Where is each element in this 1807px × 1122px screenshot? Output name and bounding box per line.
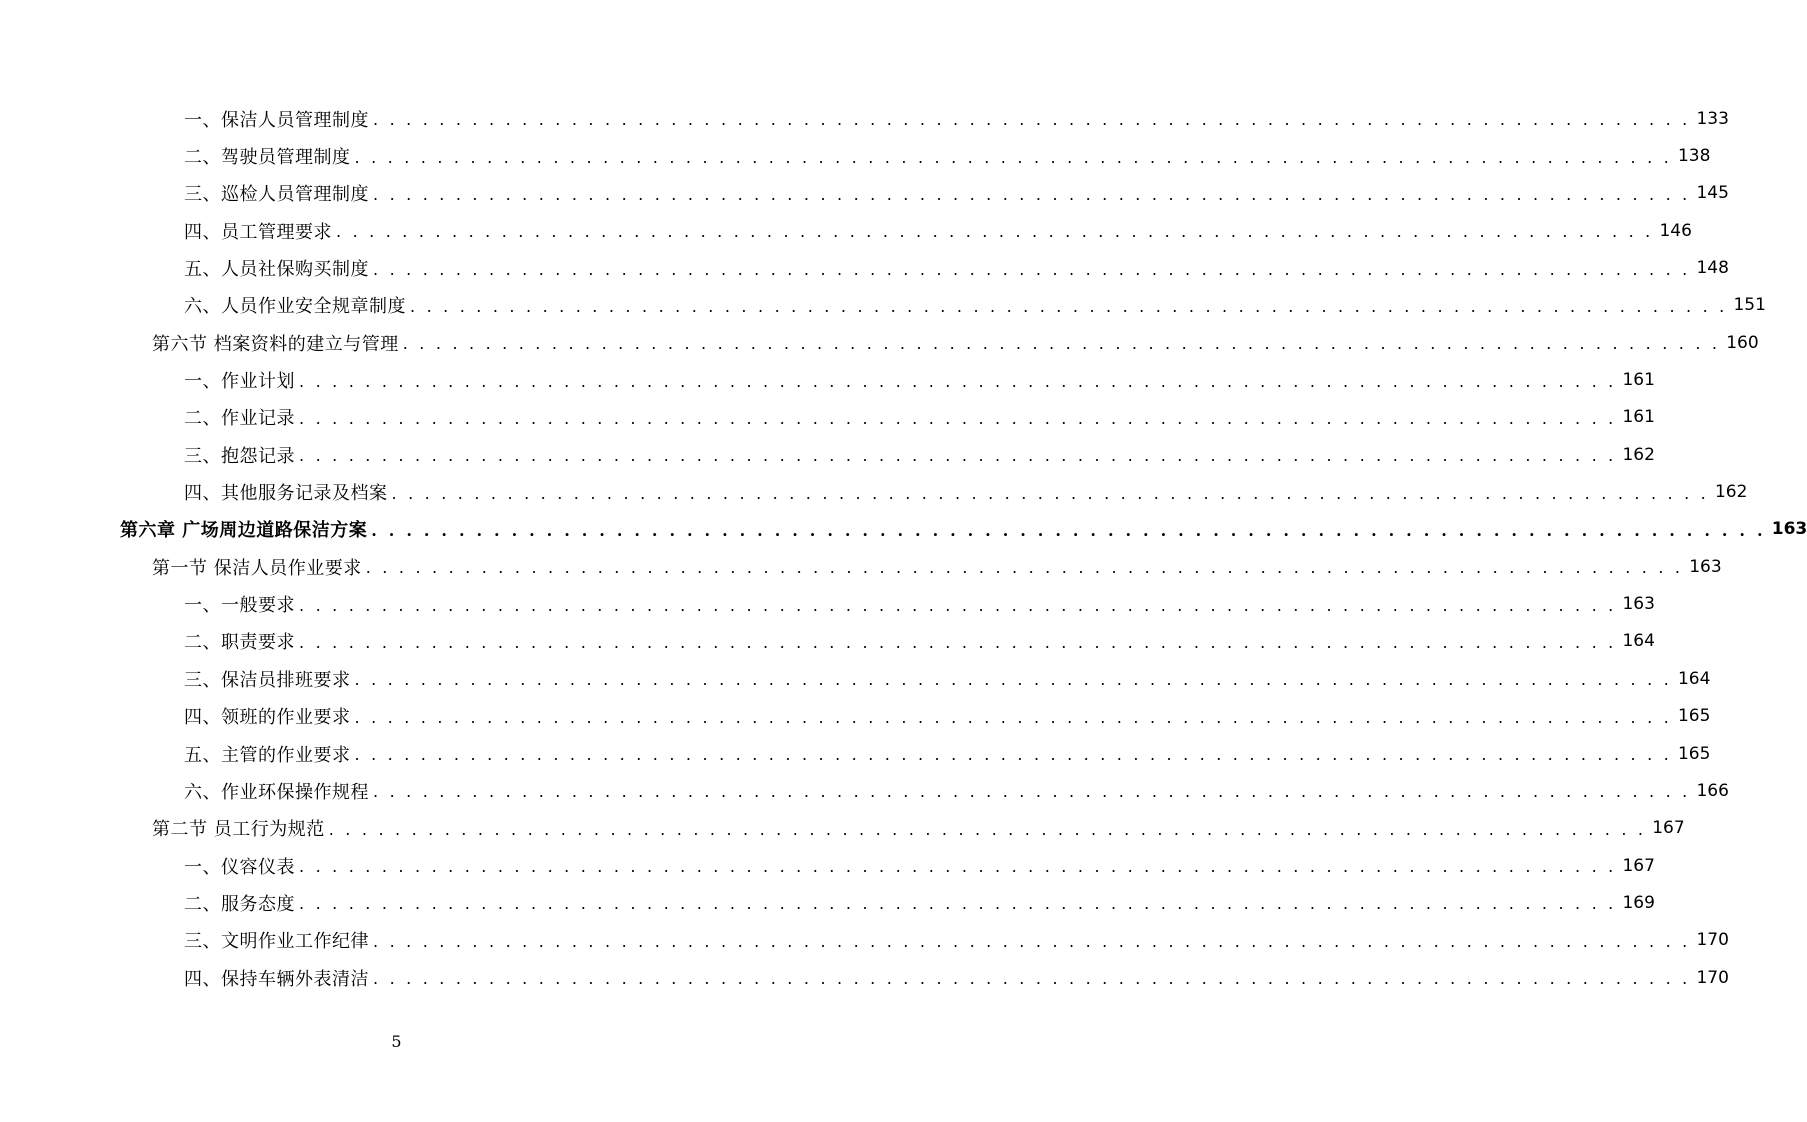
toc-entry-title: 六、人员作业安全规章制度 <box>184 296 406 318</box>
toc-entry-title: 一、仪容仪表 <box>184 856 295 878</box>
toc-chapter-entry[interactable] <box>0 511 1807 548</box>
toc-item-entry[interactable] <box>0 287 1766 324</box>
toc-item-entry[interactable] <box>0 660 1711 697</box>
toc-entry-page-number: 145 <box>1696 183 1729 204</box>
toc-dot-leader: . . . . . . . . . . . . . . . . . . . . . . . . . . . . . . . . . . . . . . . . . . . . . . . . . . . . . . . . . . . . . . . . . . . . . . . . . . . . . . . . <box>371 520 1766 540</box>
toc-entry-page-number: 164 <box>1677 668 1711 689</box>
toc-entry-title: 三、保洁员排班要求 <box>184 669 351 691</box>
toc-entry-page-number: 162 <box>1714 482 1748 503</box>
toc-dot-leader: . . . . . . . . . . . . . . . . . . . . . . . . . . . . . . . . . . . . . . . . . . . . . . . . . . . . . . . . . . . . . . . . . . . . . . . . . . . . . . . . <box>391 483 1709 503</box>
toc-dot-leader: . . . . . . . . . . . . . . . . . . . . . . . . . . . . . . . . . . . . . . . . . . . . . . . . . . . . . . . . . . . . . . . . . . . . . . . . . . . . . . . . <box>373 969 1691 989</box>
toc-entry-page-number: 161 <box>1622 407 1655 428</box>
toc-entry-page-number: 138 <box>1677 146 1711 167</box>
toc-entry-title: 四、其他服务记录及档案 <box>184 483 388 505</box>
toc-dot-leader: . . . . . . . . . . . . . . . . . . . . . . . . . . . . . . . . . . . . . . . . . . . . . . . . . . . . . . . . . . . . . . . . . . . . . . . . . . . . . . . . <box>410 296 1728 316</box>
toc-entry-title: 一、保洁人员管理制度 <box>184 109 369 131</box>
toc-entry-title: 第六章 广场周边道路保洁方案 <box>120 520 368 542</box>
toc-entry-page-number: 163 <box>1689 556 1722 577</box>
toc-dot-leader: . . . . . . . . . . . . . . . . . . . . . . . . . . . . . . . . . . . . . . . . . . . . . . . . . . . . . . . . . . . . . . . . . . . . . . . . . . . . . . . . <box>373 259 1691 279</box>
toc-entry-title: 一、作业计划 <box>184 371 295 393</box>
toc-entry-title: 三、巡检人员管理制度 <box>184 184 369 206</box>
toc-dot-leader: . . . . . . . . . . . . . . . . . . . . . . . . . . . . . . . . . . . . . . . . . . . . . . . . . . . . . . . . . . . . . . . . . . . . . . . . . . . . . . . . <box>373 184 1691 204</box>
toc-entry-page-number: 165 <box>1677 706 1711 727</box>
toc-dot-leader: . . . . . . . . . . . . . . . . . . . . . . . . . . . . . . . . . . . . . . . . . . . . . . . . . . . . . . . . . . . . . . . . . . . . . . . . . . . . . . . . <box>373 931 1691 951</box>
toc-entry-page-number: 151 <box>1733 295 1766 316</box>
page-number: 5 <box>391 1032 402 1051</box>
toc-item-entry[interactable] <box>0 847 1655 884</box>
toc-entry-title: 三、抱怨记录 <box>184 445 295 467</box>
toc-entry-page-number: 133 <box>1696 108 1729 129</box>
toc-item-entry[interactable] <box>0 698 1711 735</box>
toc-dot-leader: . . . . . . . . . . . . . . . . . . . . . . . . . . . . . . . . . . . . . . . . . . . . . . . . . . . . . . . . . . . . . . . . . . . . . . . . . . . . . . . . <box>373 110 1691 130</box>
toc-entry-title: 五、人员社保购买制度 <box>184 259 369 281</box>
toc-entry-title: 二、驾驶员管理制度 <box>184 147 351 169</box>
toc-dot-leader: . . . . . . . . . . . . . . . . . . . . . . . . . . . . . . . . . . . . . . . . . . . . . . . . . . . . . . . . . . . . . . . . . . . . . . . . . . . . . . . . <box>299 371 1617 391</box>
toc-item-entry[interactable] <box>0 137 1711 174</box>
toc-entry-title: 二、职责要求 <box>184 632 295 654</box>
toc-section-entry[interactable] <box>0 324 1759 361</box>
toc-entry-page-number: 169 <box>1622 892 1655 913</box>
toc-entry-page-number: 162 <box>1622 444 1655 465</box>
toc-entry-page-number: 170 <box>1696 930 1729 951</box>
toc-entry-page-number: 163 <box>1771 519 1807 540</box>
toc-entry-page-number: 161 <box>1622 370 1655 391</box>
toc-item-entry[interactable] <box>0 175 1729 212</box>
toc-entry-title: 二、服务态度 <box>184 893 295 915</box>
toc-section-entry[interactable] <box>0 548 1722 585</box>
toc-entry-page-number: 167 <box>1622 855 1655 876</box>
toc-entry-title: 四、领班的作业要求 <box>184 707 351 729</box>
toc-entry-page-number: 164 <box>1622 631 1655 652</box>
toc-item-entry[interactable] <box>0 922 1729 959</box>
toc-section-entry[interactable] <box>0 810 1685 847</box>
toc-dot-leader: . . . . . . . . . . . . . . . . . . . . . . . . . . . . . . . . . . . . . . . . . . . . . . . . . . . . . . . . . . . . . . . . . . . . . . . . . . . . . . . . <box>354 147 1672 167</box>
toc-dot-leader: . . . . . . . . . . . . . . . . . . . . . . . . . . . . . . . . . . . . . . . . . . . . . . . . . . . . . . . . . . . . . . . . . . . . . . . . . . . . . . . . <box>336 222 1654 242</box>
toc-entry-title: 第一节 保洁人员作业要求 <box>152 557 362 579</box>
toc-dot-leader: . . . . . . . . . . . . . . . . . . . . . . . . . . . . . . . . . . . . . . . . . . . . . . . . . . . . . . . . . . . . . . . . . . . . . . . . . . . . . . . . <box>299 446 1617 466</box>
toc-item-entry[interactable] <box>0 735 1711 772</box>
toc-entry-page-number: 170 <box>1696 967 1729 988</box>
toc-entry-title: 四、保持车辆外表清洁 <box>184 968 369 990</box>
toc-dot-leader: . . . . . . . . . . . . . . . . . . . . . . . . . . . . . . . . . . . . . . . . . . . . . . . . . . . . . . . . . . . . . . . . . . . . . . . . . . . . . . . . <box>354 707 1672 727</box>
toc-dot-leader: . . . . . . . . . . . . . . . . . . . . . . . . . . . . . . . . . . . . . . . . . . . . . . . . . . . . . . . . . . . . . . . . . . . . . . . . . . . . . . . . <box>328 819 1647 839</box>
toc-entry-page-number: 160 <box>1726 332 1759 353</box>
toc-entry-title: 第六节 档案资料的建立与管理 <box>152 333 399 355</box>
toc-item-entry[interactable] <box>0 399 1655 436</box>
toc-item-entry[interactable] <box>0 100 1729 137</box>
toc-dot-leader: . . . . . . . . . . . . . . . . . . . . . . . . . . . . . . . . . . . . . . . . . . . . . . . . . . . . . . . . . . . . . . . . . . . . . . . . . . . . . . . . <box>299 894 1617 914</box>
toc-entry-page-number: 165 <box>1677 743 1711 764</box>
toc-dot-leader: . . . . . . . . . . . . . . . . . . . . . . . . . . . . . . . . . . . . . . . . . . . . . . . . . . . . . . . . . . . . . . . . . . . . . . . . . . . . . . . . <box>299 595 1617 615</box>
toc-entry-title: 四、员工管理要求 <box>184 221 332 243</box>
toc-entry-title: 三、文明作业工作纪律 <box>184 931 369 953</box>
toc-entry-page-number: 167 <box>1652 818 1685 839</box>
toc-item-entry[interactable] <box>0 623 1655 660</box>
toc-entry-title: 第二节 员工行为规范 <box>152 819 325 841</box>
toc-entry-title: 六、作业环保操作规程 <box>184 781 369 803</box>
table-of-contents <box>0 100 1807 996</box>
toc-entry-page-number: 148 <box>1696 258 1729 279</box>
toc-item-entry[interactable] <box>0 249 1729 286</box>
toc-item-entry[interactable] <box>0 772 1729 809</box>
toc-entry-title: 二、作业记录 <box>184 408 295 430</box>
toc-dot-leader: . . . . . . . . . . . . . . . . . . . . . . . . . . . . . . . . . . . . . . . . . . . . . . . . . . . . . . . . . . . . . . . . . . . . . . . . . . . . . . . . <box>354 670 1672 690</box>
toc-entry-title: 五、主管的作业要求 <box>184 744 351 766</box>
toc-item-entry[interactable] <box>0 585 1655 622</box>
toc-entry-page-number: 166 <box>1696 780 1729 801</box>
toc-item-entry[interactable] <box>0 361 1655 398</box>
toc-entry-page-number: 163 <box>1622 594 1655 615</box>
toc-entry-page-number: 146 <box>1659 220 1692 241</box>
toc-dot-leader: . . . . . . . . . . . . . . . . . . . . . . . . . . . . . . . . . . . . . . . . . . . . . . . . . . . . . . . . . . . . . . . . . . . . . . . . . . . . . . . . <box>299 632 1617 652</box>
toc-dot-leader: . . . . . . . . . . . . . . . . . . . . . . . . . . . . . . . . . . . . . . . . . . . . . . . . . . . . . . . . . . . . . . . . . . . . . . . . . . . . . . . . <box>299 408 1617 428</box>
toc-item-entry[interactable] <box>0 436 1655 473</box>
toc-dot-leader: . . . . . . . . . . . . . . . . . . . . . . . . . . . . . . . . . . . . . . . . . . . . . . . . . . . . . . . . . . . . . . . . . . . . . . . . . . . . . . . . <box>354 745 1672 765</box>
toc-dot-leader: . . . . . . . . . . . . . . . . . . . . . . . . . . . . . . . . . . . . . . . . . . . . . . . . . . . . . . . . . . . . . . . . . . . . . . . . . . . . . . . . <box>299 857 1617 877</box>
toc-entry-title: 一、一般要求 <box>184 595 295 617</box>
toc-item-entry[interactable] <box>0 473 1748 510</box>
toc-item-entry[interactable] <box>0 212 1692 249</box>
toc-dot-leader: . . . . . . . . . . . . . . . . . . . . . . . . . . . . . . . . . . . . . . . . . . . . . . . . . . . . . . . . . . . . . . . . . . . . . . . . . . . . . . . . <box>365 558 1684 578</box>
toc-item-entry[interactable] <box>0 959 1729 996</box>
toc-dot-leader: . . . . . . . . . . . . . . . . . . . . . . . . . . . . . . . . . . . . . . . . . . . . . . . . . . . . . . . . . . . . . . . . . . . . . . . . . . . . . . . . <box>402 334 1721 354</box>
toc-item-entry[interactable] <box>0 884 1655 921</box>
toc-dot-leader: . . . . . . . . . . . . . . . . . . . . . . . . . . . . . . . . . . . . . . . . . . . . . . . . . . . . . . . . . . . . . . . . . . . . . . . . . . . . . . . . <box>373 782 1691 802</box>
